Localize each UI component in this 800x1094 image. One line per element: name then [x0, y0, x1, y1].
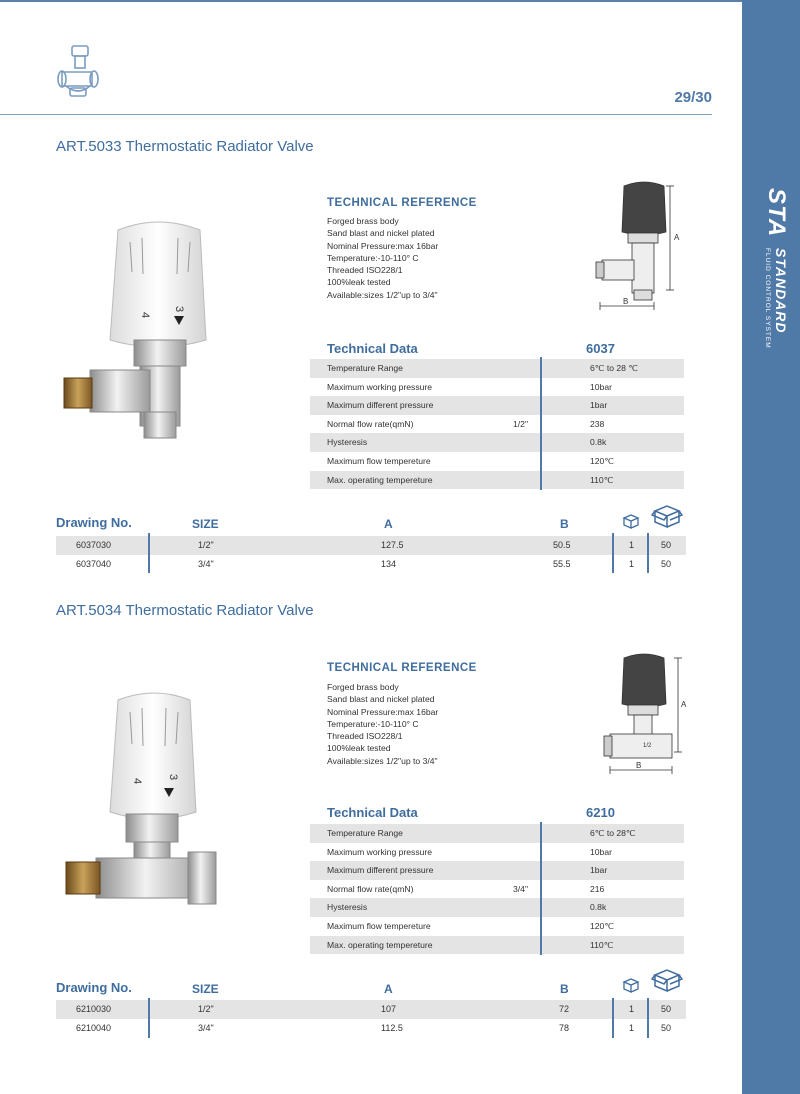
a-header: A	[384, 982, 393, 996]
column-divider	[148, 533, 150, 573]
table-row	[310, 433, 684, 452]
outer-carton-icon	[651, 503, 683, 529]
dimension-label-b: B	[636, 761, 642, 770]
dimension-drawing	[596, 652, 688, 780]
size-value: 3/4"	[198, 1023, 214, 1033]
technical-data-heading: Technical Data	[327, 805, 418, 820]
spec-label: Temperature Range	[327, 828, 403, 838]
dimension-drawing	[586, 178, 688, 318]
spec-label: Maximum different pressure	[327, 865, 434, 876]
spec-size: 1/2"	[513, 418, 528, 429]
svg-text:4: 4	[139, 312, 151, 319]
table-row	[310, 843, 684, 862]
outer-carton-icon	[651, 967, 683, 993]
inner-pack-qty: 1	[629, 1004, 635, 1014]
b-header: B	[560, 517, 569, 531]
size-value: 1/2"	[198, 540, 214, 550]
spec-value: 0.8k	[590, 437, 607, 448]
list-item: Temperature:-10-110° C	[327, 718, 419, 729]
drawing-no-header: Drawing No.	[56, 515, 132, 530]
b-header: B	[560, 982, 569, 996]
model-number: 6037	[586, 341, 615, 356]
spec-label: Maximum different pressure	[327, 400, 434, 411]
carton-qty: 50	[661, 1023, 672, 1033]
table-row	[310, 359, 684, 378]
size-value: 1/2"	[198, 1004, 214, 1014]
inner-box-icon	[621, 513, 641, 529]
dimension-a: 107	[381, 1004, 397, 1014]
dimension-label-a: A	[674, 233, 680, 242]
technical-reference-list	[327, 681, 438, 767]
spec-value: 120℃	[590, 455, 614, 466]
dimension-b: 50.5	[553, 540, 571, 550]
a-header: A	[384, 517, 393, 531]
dimension-b: 78	[559, 1023, 570, 1033]
dimension-label-b: B	[623, 297, 629, 306]
carton-qty: 50	[661, 540, 672, 550]
drawing-no-header: Drawing No.	[56, 980, 132, 995]
dimension-a: 112.5	[381, 1023, 403, 1033]
drawing-table	[56, 536, 686, 574]
inner-box-icon	[621, 977, 641, 993]
drawing-table-header	[56, 515, 686, 535]
table-row	[310, 936, 684, 955]
carton-qty: 50	[661, 559, 672, 569]
list-item: Sand blast and nickel plated	[327, 694, 435, 705]
product-photo-straight-valve	[60, 690, 220, 920]
brand-standard: STANDARD	[773, 248, 789, 334]
drawing-table	[56, 1000, 686, 1038]
spec-label: Normal flow rate(qmN)	[327, 418, 414, 429]
drawing-number: 6037030	[76, 540, 112, 550]
spec-value: 110℃	[590, 474, 614, 485]
svg-text:3: 3	[167, 774, 179, 781]
inner-pack-qty: 1	[629, 559, 635, 569]
header-divider	[0, 114, 712, 115]
brand-tagline: FLUID CONTROL SYSTEM	[764, 248, 771, 349]
spec-label: Hysteresis	[327, 902, 368, 913]
top-rule	[0, 0, 742, 2]
model-number: 6210	[586, 805, 615, 820]
table-row	[56, 1000, 686, 1019]
column-divider	[540, 822, 542, 955]
spec-value: 238	[590, 418, 605, 429]
spec-label: Maximum working pressure	[327, 846, 433, 857]
table-row	[310, 378, 684, 397]
spec-value: 6℃ to 28 ℃	[590, 363, 638, 373]
spec-label: Normal flow rate(qmN)	[327, 883, 414, 894]
spec-value: 216	[590, 883, 605, 894]
list-item: Threaded ISO228/1	[327, 731, 403, 742]
list-item: Temperature:-10-110° C	[327, 252, 419, 263]
list-item: Available:sizes 1/2"up to 3/4"	[327, 755, 438, 766]
list-item: Forged brass body	[327, 216, 399, 226]
spec-label: Max. operating tempereture	[327, 939, 433, 950]
list-item: Sand blast and nickel plated	[327, 228, 435, 239]
list-item: 100%leak tested	[327, 277, 391, 288]
drawing-number: 6210030	[76, 1004, 112, 1014]
table-row	[310, 415, 684, 434]
table-row	[310, 452, 684, 471]
product-title: ART.5034 Thermostatic Radiator Valve	[56, 602, 314, 619]
column-divider	[540, 357, 542, 490]
brand-name: STA	[763, 188, 790, 238]
list-item: Forged brass body	[327, 682, 399, 692]
port-size-label: 1/2	[643, 743, 652, 749]
spec-value: 10bar	[590, 381, 612, 392]
size-value: 3/4"	[198, 559, 214, 569]
table-row	[310, 861, 684, 880]
page-number: 29/30	[674, 89, 712, 106]
spec-label: Maximum working pressure	[327, 381, 433, 392]
table-row	[56, 536, 686, 555]
table-row	[310, 917, 684, 936]
list-item: Available:sizes 1/2"up to 3/4"	[327, 289, 438, 300]
table-row	[310, 471, 684, 490]
column-divider	[647, 998, 649, 1038]
column-divider	[647, 533, 649, 573]
spec-value: 1bar	[590, 865, 608, 876]
spec-label: Temperature Range	[327, 363, 403, 373]
spec-value: 110℃	[590, 939, 614, 950]
column-divider	[612, 533, 614, 573]
inner-pack-qty: 1	[629, 540, 635, 550]
valve-icon	[52, 42, 104, 102]
inner-pack-qty: 1	[629, 1023, 635, 1033]
column-divider	[612, 998, 614, 1038]
spec-label: Maximum flow tempereture	[327, 455, 431, 466]
product-title: ART.5033 Thermostatic Radiator Valve	[56, 138, 314, 155]
drawing-number: 6037040	[76, 559, 112, 569]
spec-value: 120℃	[590, 920, 614, 931]
drawing-table-header	[56, 980, 686, 1000]
size-header: SIZE	[192, 982, 219, 996]
list-item: Nominal Pressure:max 16bar	[327, 240, 439, 251]
dimension-label-a: A	[681, 700, 687, 709]
dimension-a: 134	[381, 559, 397, 569]
table-row	[56, 555, 686, 574]
dimension-a: 127.5	[381, 540, 404, 550]
table-row	[56, 1019, 686, 1038]
list-item: Threaded ISO228/1	[327, 265, 403, 276]
technical-reference-list	[327, 215, 438, 301]
technical-data-heading: Technical Data	[327, 341, 418, 356]
list-item: Nominal Pressure:max 16bar	[327, 706, 439, 717]
spec-label: Maximum flow tempereture	[327, 920, 431, 931]
dimension-b: 55.5	[553, 559, 571, 569]
technical-data-table	[310, 359, 684, 489]
spec-value: 1bar	[590, 400, 608, 411]
spec-label: Hysteresis	[327, 437, 368, 448]
carton-qty: 50	[661, 1004, 672, 1014]
table-row	[310, 396, 684, 415]
spec-size: 3/4"	[513, 883, 528, 894]
drawing-number: 6210040	[76, 1023, 112, 1033]
svg-text:4: 4	[131, 778, 143, 785]
svg-text:3: 3	[173, 306, 185, 313]
product-photo-angle-valve	[60, 212, 260, 442]
table-row	[310, 880, 684, 899]
dimension-b: 72	[559, 1004, 570, 1014]
column-divider	[148, 998, 150, 1038]
size-header: SIZE	[192, 517, 219, 531]
technical-reference-heading: TECHNICAL REFERENCE	[327, 662, 477, 674]
spec-label: Max. operating tempereture	[327, 474, 433, 485]
spec-value: 10bar	[590, 846, 612, 857]
brand-logo	[752, 188, 792, 348]
technical-reference-heading: TECHNICAL REFERENCE	[327, 197, 477, 209]
table-row	[310, 898, 684, 917]
brand-sidebar	[742, 0, 800, 1094]
table-row	[310, 824, 684, 843]
technical-data-table	[310, 824, 684, 954]
list-item: 100%leak tested	[327, 743, 391, 754]
spec-value: 6℃ to 28℃	[590, 828, 636, 838]
spec-value: 0.8k	[590, 902, 607, 913]
